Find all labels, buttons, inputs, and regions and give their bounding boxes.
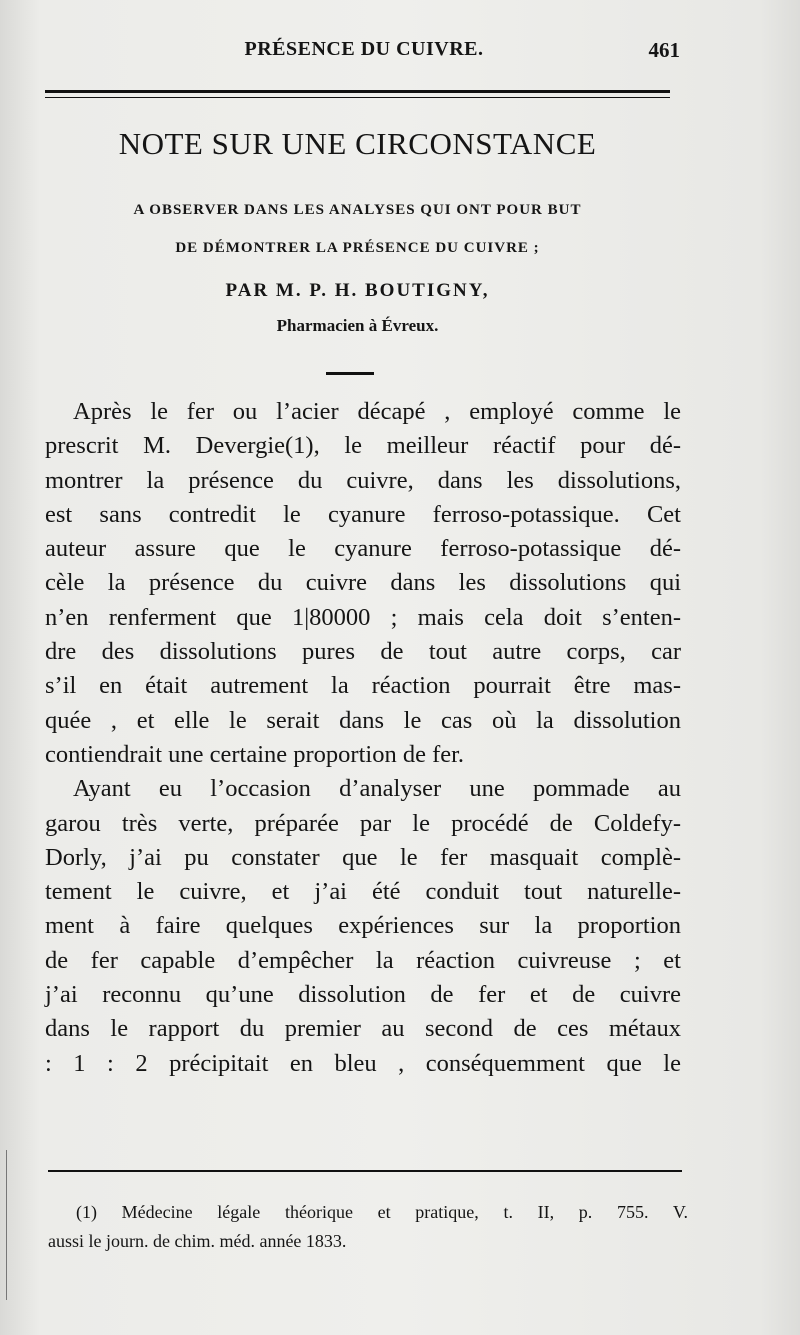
author-affiliation: Pharmacien à Évreux. — [276, 316, 439, 335]
author-line: PAR M. P. H. BOUTIGNY, — [225, 280, 490, 301]
footnote — [48, 1198, 688, 1256]
footnote-line: aussi le journ. de chim. méd. année 1833. — [48, 1231, 347, 1251]
body-line: s’il en était autrement la réaction pourrait être mas- — [45, 672, 681, 700]
body-line: tement le cuivre, et j’ai été conduit tout naturelle- — [45, 878, 681, 906]
article-subtitle-line-1: A OBSERVER DANS LES ANALYSES QUI ONT POUR BUT — [133, 202, 582, 218]
body-line: est sans contredit le cyanure ferroso-potassique. Cet — [45, 500, 681, 528]
body-line: j’ai reconnu qu’une dissolution de fer et de cuivre — [45, 981, 681, 1009]
page-number: 461 — [648, 38, 680, 62]
page-edge-mark — [6, 1150, 7, 1300]
body-line: cèle la présence du cuivre dans les dissolutions qui — [45, 569, 681, 597]
body-line: Dorly, j’ai pu constater que le fer masquait complè- — [45, 843, 681, 871]
header-double-rule — [45, 90, 670, 98]
body-line: quée , et elle le serait dans le cas où la dissolution — [45, 706, 681, 734]
body-line: auteur assure que le cyanure ferroso-potassique dé- — [45, 535, 681, 563]
footnote-rule — [48, 1170, 682, 1172]
body-line: dans le rapport du premier au second de ces métaux — [45, 1015, 681, 1043]
body-text — [45, 395, 681, 1081]
body-line: Après le fer ou l’acier décapé , employé comme le — [73, 398, 681, 425]
body-line: dre des dissolutions pures de tout autre corps, car — [45, 638, 681, 666]
page-header — [48, 38, 680, 68]
article-subtitle-line-2: DE DÉMONTRER LA PRÉSENCE DU CUIVRE ; — [175, 240, 540, 256]
body-line: garou très verte, préparée par le procédé de Coldefy- — [45, 809, 681, 837]
body-line: prescrit M. Devergie(1), le meilleur réactif pour dé- — [45, 432, 681, 460]
body-line: montrer la présence du cuivre, dans les dissolutions, — [45, 466, 681, 494]
body-line: contiendrait une certaine proportion de fer. — [45, 740, 465, 768]
running-title: PRÉSENCE DU CUIVRE. — [244, 38, 484, 60]
title-separator-rule — [326, 372, 374, 375]
body-line: n’en renferment que 1|80000 ; mais cela doit s’enten- — [45, 603, 681, 631]
body-line: ment à faire quelques expériences sur la proportion — [45, 912, 681, 940]
article-title: NOTE SUR UNE CIRCONSTANCE — [118, 126, 597, 161]
footnote-line: (1) Médecine légale théorique et pratique, t. II, p. 755. V. — [76, 1202, 688, 1222]
body-line: de fer capable d’empêcher la réaction cuivreuse ; et — [45, 946, 681, 974]
body-line: : 1 : 2 précipitait en bleu , conséquemment que le — [45, 1049, 681, 1077]
body-line: Ayant eu l’occasion d’analyser une pommade au — [73, 775, 681, 803]
